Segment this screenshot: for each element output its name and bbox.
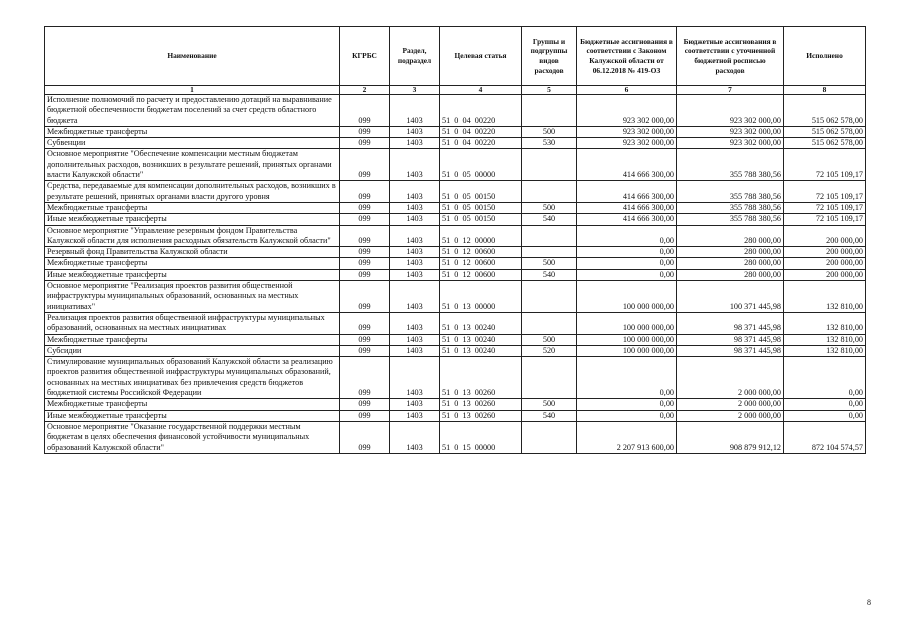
row-target: 51 0 13 00000 — [440, 281, 522, 313]
row-kgrbs: 099 — [340, 410, 390, 421]
row-target: 51 0 12 00600 — [440, 247, 522, 258]
row-name: Исполнение полномочий по расчету и предоставлению дотаций на выравнивание бюджетной обеспеченности бюджетам поселений за счет средств областного бюджета — [45, 95, 340, 127]
row-law-amount: 0,00 — [577, 410, 677, 421]
row-section: 1403 — [390, 357, 440, 399]
row-name: Субсидии — [45, 345, 340, 356]
row-target: 51 0 13 00240 — [440, 334, 522, 345]
row-law-amount: 2 207 913 600,00 — [577, 421, 677, 453]
row-name: Средства, передаваемые для компенсации дополнительных расходов, возникших в результате решений, принятых органами власти другого уровня — [45, 181, 340, 203]
row-section: 1403 — [390, 225, 440, 247]
row-refined-amount: 98 371 445,98 — [677, 345, 784, 356]
row-refined-amount: 280 000,00 — [677, 225, 784, 247]
header-section: Раздел, подраздел — [390, 27, 440, 86]
row-group — [522, 281, 577, 313]
row-law-amount: 100 000 000,00 — [577, 281, 677, 313]
table-row — [45, 149, 866, 181]
row-name: Иные межбюджетные трансферты — [45, 269, 340, 280]
table-row — [45, 181, 866, 203]
row-executed-amount: 515 062 578,00 — [784, 126, 866, 137]
row-executed-amount: 0,00 — [784, 357, 866, 399]
row-kgrbs: 099 — [340, 345, 390, 356]
row-name: Реализация проектов развития общественной инфраструктуры муниципальных образований, основанных на местных инициативах — [45, 312, 340, 334]
header-row — [45, 27, 866, 86]
row-name: Иные межбюджетные трансферты — [45, 410, 340, 421]
row-name: Основное мероприятие "Обеспечение компенсации местным бюджетам дополнительных расходов, возникших в результате решений, принятых органами власти Калужской области" — [45, 149, 340, 181]
row-section: 1403 — [390, 149, 440, 181]
column-number: 4 — [440, 86, 522, 95]
row-executed-amount: 200 000,00 — [784, 247, 866, 258]
row-executed-amount: 515 062 578,00 — [784, 138, 866, 149]
row-group: 530 — [522, 138, 577, 149]
row-group — [522, 421, 577, 453]
row-section: 1403 — [390, 247, 440, 258]
table-row — [45, 410, 866, 421]
header-executed: Исполнено — [784, 27, 866, 86]
column-number: 7 — [677, 86, 784, 95]
table-row — [45, 247, 866, 258]
row-target: 51 0 04 00220 — [440, 138, 522, 149]
row-group: 540 — [522, 269, 577, 280]
row-kgrbs: 099 — [340, 399, 390, 410]
row-section: 1403 — [390, 269, 440, 280]
row-kgrbs: 099 — [340, 357, 390, 399]
table-row — [45, 95, 866, 127]
row-refined-amount: 923 302 000,00 — [677, 95, 784, 127]
header-name: Наименование — [45, 27, 340, 86]
row-name: Основное мероприятие "Реализация проектов развития общественной инфраструктуры муниципальных образований, основанных на местных инициативах" — [45, 281, 340, 313]
row-target: 51 0 15 00000 — [440, 421, 522, 453]
column-number: 1 — [45, 86, 340, 95]
row-kgrbs: 099 — [340, 202, 390, 213]
row-name: Основное мероприятие "Управление резервным фондом Правительства Калужской области для исполнения расходных обязательств Калужской области" — [45, 225, 340, 247]
row-name: Межбюджетные трансферты — [45, 258, 340, 269]
row-executed-amount: 72 105 109,17 — [784, 149, 866, 181]
row-group: 500 — [522, 258, 577, 269]
row-law-amount: 414 666 300,00 — [577, 149, 677, 181]
table-row — [45, 225, 866, 247]
row-section: 1403 — [390, 345, 440, 356]
row-section: 1403 — [390, 214, 440, 225]
row-law-amount: 100 000 000,00 — [577, 345, 677, 356]
row-name: Межбюджетные трансферты — [45, 126, 340, 137]
row-target: 51 0 13 00260 — [440, 399, 522, 410]
row-target: 51 0 05 00150 — [440, 181, 522, 203]
column-number: 2 — [340, 86, 390, 95]
row-kgrbs: 099 — [340, 126, 390, 137]
row-law-amount: 0,00 — [577, 357, 677, 399]
row-executed-amount: 872 104 574,57 — [784, 421, 866, 453]
row-name: Резервный фонд Правительства Калужской области — [45, 247, 340, 258]
row-section: 1403 — [390, 334, 440, 345]
row-name: Межбюджетные трансферты — [45, 334, 340, 345]
row-refined-amount: 280 000,00 — [677, 247, 784, 258]
column-number: 8 — [784, 86, 866, 95]
row-kgrbs: 099 — [340, 214, 390, 225]
row-section: 1403 — [390, 138, 440, 149]
row-refined-amount: 355 788 380,56 — [677, 214, 784, 225]
row-law-amount: 0,00 — [577, 399, 677, 410]
row-executed-amount: 0,00 — [784, 410, 866, 421]
table-row — [45, 138, 866, 149]
table-row — [45, 126, 866, 137]
row-kgrbs: 099 — [340, 247, 390, 258]
row-law-amount: 0,00 — [577, 258, 677, 269]
row-target: 51 0 05 00150 — [440, 214, 522, 225]
row-target: 51 0 04 00220 — [440, 95, 522, 127]
row-target: 51 0 13 00240 — [440, 345, 522, 356]
row-law-amount: 923 302 000,00 — [577, 138, 677, 149]
row-law-amount: 0,00 — [577, 247, 677, 258]
row-kgrbs: 099 — [340, 281, 390, 313]
table-row — [45, 269, 866, 280]
row-target: 51 0 05 00150 — [440, 202, 522, 213]
row-executed-amount: 72 105 109,17 — [784, 214, 866, 225]
row-kgrbs: 099 — [340, 181, 390, 203]
column-number: 5 — [522, 86, 577, 95]
table-row — [45, 399, 866, 410]
row-group — [522, 225, 577, 247]
row-kgrbs: 099 — [340, 149, 390, 181]
row-refined-amount: 2 000 000,00 — [677, 399, 784, 410]
row-group — [522, 357, 577, 399]
row-refined-amount: 908 879 912,12 — [677, 421, 784, 453]
row-executed-amount: 132 810,00 — [784, 334, 866, 345]
table-row — [45, 258, 866, 269]
row-executed-amount: 0,00 — [784, 399, 866, 410]
row-target: 51 0 12 00600 — [440, 269, 522, 280]
row-law-amount: 414 666 300,00 — [577, 181, 677, 203]
row-target: 51 0 05 00000 — [440, 149, 522, 181]
row-target: 51 0 12 00000 — [440, 225, 522, 247]
row-executed-amount: 132 810,00 — [784, 312, 866, 334]
row-kgrbs: 099 — [340, 258, 390, 269]
row-refined-amount: 355 788 380,56 — [677, 149, 784, 181]
row-kgrbs: 099 — [340, 138, 390, 149]
table-row — [45, 281, 866, 313]
row-law-amount: 414 666 300,00 — [577, 214, 677, 225]
column-number: 6 — [577, 86, 677, 95]
row-law-amount: 0,00 — [577, 269, 677, 280]
row-kgrbs: 099 — [340, 421, 390, 453]
table-body — [45, 95, 866, 454]
row-section: 1403 — [390, 312, 440, 334]
row-name: Основное мероприятие "Оказание государственной поддержки местным бюджетам в целях обеспечения финансовой устойчивости муниципальных образований Калужской области" — [45, 421, 340, 453]
row-section: 1403 — [390, 421, 440, 453]
table-row — [45, 312, 866, 334]
row-refined-amount: 2 000 000,00 — [677, 357, 784, 399]
row-law-amount: 923 302 000,00 — [577, 95, 677, 127]
row-name: Межбюджетные трансферты — [45, 399, 340, 410]
row-name: Субвенции — [45, 138, 340, 149]
row-executed-amount: 200 000,00 — [784, 258, 866, 269]
header-refined: Бюджетные ассигнования в соответствии с уточненной бюджетной росписью расходов — [677, 27, 784, 86]
row-law-amount: 100 000 000,00 — [577, 312, 677, 334]
row-name: Стимулирование муниципальных образований Калужской области за реализацию проектов развития общественной инфраструктуры муниципальных образований, основанных на местных инициативах без привлечения средств бюджетов бюджетной системы Российской Федерации — [45, 357, 340, 399]
row-refined-amount: 98 371 445,98 — [677, 312, 784, 334]
row-law-amount: 923 302 000,00 — [577, 126, 677, 137]
header-kgrbs: КГРБС — [340, 27, 390, 86]
row-section: 1403 — [390, 126, 440, 137]
table-row — [45, 202, 866, 213]
header-groups: Группы и подгруппы видов расходов — [522, 27, 577, 86]
row-section: 1403 — [390, 202, 440, 213]
row-section: 1403 — [390, 95, 440, 127]
row-target: 51 0 13 00260 — [440, 410, 522, 421]
header-law: Бюджетные ассигнования в соответствии с Законом Калужской области от 06.12.2018 № 419-ОЗ — [577, 27, 677, 86]
row-refined-amount: 355 788 380,56 — [677, 202, 784, 213]
row-name: Межбюджетные трансферты — [45, 202, 340, 213]
row-group — [522, 247, 577, 258]
row-law-amount: 100 000 000,00 — [577, 334, 677, 345]
row-group: 520 — [522, 345, 577, 356]
row-refined-amount: 98 371 445,98 — [677, 334, 784, 345]
row-group — [522, 95, 577, 127]
row-executed-amount: 72 105 109,17 — [784, 202, 866, 213]
row-refined-amount: 2 000 000,00 — [677, 410, 784, 421]
row-section: 1403 — [390, 410, 440, 421]
row-target: 51 0 04 00220 — [440, 126, 522, 137]
header-target: Целевая статья — [440, 27, 522, 86]
table-row — [45, 357, 866, 399]
row-section: 1403 — [390, 281, 440, 313]
row-kgrbs: 099 — [340, 334, 390, 345]
budget-table — [44, 26, 866, 454]
row-section: 1403 — [390, 399, 440, 410]
table-row — [45, 345, 866, 356]
row-group: 540 — [522, 410, 577, 421]
row-group: 500 — [522, 202, 577, 213]
row-law-amount: 0,00 — [577, 225, 677, 247]
row-refined-amount: 280 000,00 — [677, 258, 784, 269]
table-row — [45, 421, 866, 453]
row-group — [522, 312, 577, 334]
row-group — [522, 181, 577, 203]
row-group — [522, 149, 577, 181]
column-number-row — [45, 86, 866, 95]
row-executed-amount: 200 000,00 — [784, 225, 866, 247]
table-row — [45, 214, 866, 225]
table-row — [45, 334, 866, 345]
row-section: 1403 — [390, 181, 440, 203]
row-name: Иные межбюджетные трансферты — [45, 214, 340, 225]
row-refined-amount: 355 788 380,56 — [677, 181, 784, 203]
row-kgrbs: 099 — [340, 312, 390, 334]
row-target: 51 0 13 00260 — [440, 357, 522, 399]
row-kgrbs: 099 — [340, 225, 390, 247]
row-group: 500 — [522, 126, 577, 137]
row-executed-amount: 132 810,00 — [784, 345, 866, 356]
row-kgrbs: 099 — [340, 269, 390, 280]
row-group: 540 — [522, 214, 577, 225]
row-refined-amount: 923 302 000,00 — [677, 138, 784, 149]
row-executed-amount: 132 810,00 — [784, 281, 866, 313]
row-executed-amount: 515 062 578,00 — [784, 95, 866, 127]
row-executed-amount: 200 000,00 — [784, 269, 866, 280]
row-group: 500 — [522, 399, 577, 410]
row-refined-amount: 923 302 000,00 — [677, 126, 784, 137]
row-refined-amount: 280 000,00 — [677, 269, 784, 280]
row-kgrbs: 099 — [340, 95, 390, 127]
column-number: 3 — [390, 86, 440, 95]
row-executed-amount: 72 105 109,17 — [784, 181, 866, 203]
row-section: 1403 — [390, 258, 440, 269]
row-law-amount: 414 666 300,00 — [577, 202, 677, 213]
row-target: 51 0 12 00600 — [440, 258, 522, 269]
row-group: 500 — [522, 334, 577, 345]
row-target: 51 0 13 00240 — [440, 312, 522, 334]
page-number: 8 — [867, 598, 871, 607]
row-refined-amount: 100 371 445,98 — [677, 281, 784, 313]
